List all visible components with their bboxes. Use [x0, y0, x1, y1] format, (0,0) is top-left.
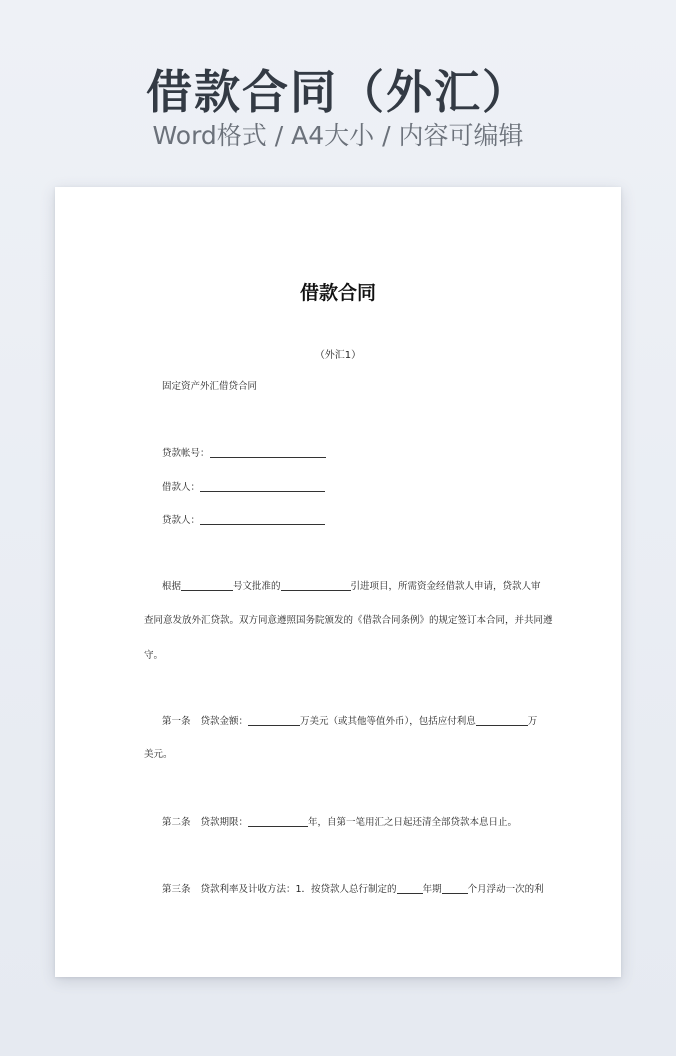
rate-years-blank[interactable] — [397, 883, 423, 894]
article-text: 万美元（或其他等值外币），包括应付利息 — [300, 716, 476, 727]
borrower-label: 借款人： — [162, 482, 201, 493]
article-1-heading: 第一条 — [162, 716, 191, 727]
borrower-field — [162, 481, 325, 495]
account-blank[interactable] — [210, 447, 326, 458]
rate-months-blank[interactable] — [442, 883, 468, 894]
banner-subtitle: Word格式 / A4大小 / 内容可编辑 — [152, 121, 524, 150]
document-subtitle: （外汇1） — [314, 350, 362, 361]
document-page — [55, 187, 621, 977]
borrower-blank[interactable] — [200, 481, 325, 492]
interest-amount-blank[interactable] — [476, 715, 528, 726]
article-3-line-1 — [162, 883, 544, 897]
article-text: 年，自第一笔用汇之日起还清全部贷款本息日止。 — [308, 817, 518, 828]
article-1-line-2: 美元。 — [144, 749, 173, 760]
preamble-line-1 — [162, 580, 541, 594]
lender-blank[interactable] — [200, 514, 325, 525]
preamble-line-3: 守。 — [144, 650, 164, 661]
article-text: 个月浮动一次的利 — [467, 884, 544, 895]
article-text: 万 — [527, 716, 538, 727]
lender-label: 贷款人： — [162, 515, 201, 526]
project-name-blank[interactable] — [281, 580, 351, 591]
preamble-text: 号文批准的 — [233, 581, 281, 592]
contract-type-line: 固定资产外汇借贷合同 — [162, 381, 258, 392]
article-text: 贷款期限： — [200, 817, 249, 828]
article-2-heading: 第二条 — [162, 817, 191, 828]
document-title: 借款合同 — [299, 282, 376, 304]
article-1-line-1 — [162, 715, 537, 729]
banner-title: 借款合同（外汇） — [146, 65, 530, 119]
article-3-heading: 第三条 — [162, 884, 191, 895]
account-label: 贷款帐号： — [162, 448, 210, 459]
preamble-text: 根据 — [162, 581, 182, 592]
approval-number-blank[interactable] — [181, 580, 233, 591]
loan-term-blank[interactable] — [248, 816, 308, 827]
article-text: 贷款金额： — [200, 716, 249, 727]
preamble-text: 引进项目，所需资金经借款人申请，贷款人审 — [350, 581, 541, 592]
lender-field — [162, 514, 325, 528]
article-2-line-1 — [162, 816, 517, 830]
article-text: 年期 — [422, 884, 442, 895]
account-field — [162, 447, 326, 461]
article-text: 贷款利率及计收方法：1．按贷款人总行制定的 — [200, 884, 397, 895]
preamble-line-2: 查同意发放外汇贷款。双方同意遵照国务院颁发的《借款合同条例》的规定签订本合同，并共同遵 — [144, 615, 553, 626]
loan-amount-blank[interactable] — [248, 715, 300, 726]
